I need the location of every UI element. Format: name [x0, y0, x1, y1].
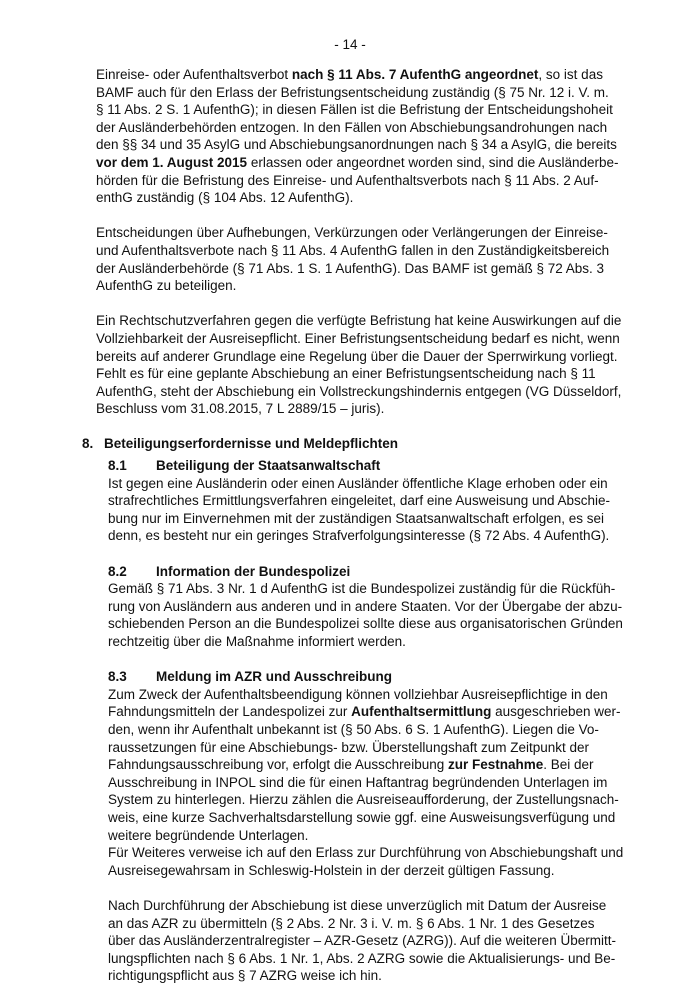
section-number: 8. [82, 436, 94, 452]
subsection-8-1 [108, 457, 648, 545]
subsection-8-2 [108, 563, 648, 651]
text: Fahndungsmitteln der Landespolizei zur [108, 704, 352, 720]
subsection-title: Information der Bundespolizei [156, 563, 351, 579]
paragraph-aufhebungen [96, 224, 648, 294]
text-line: raussetzungen für eine Abschiebungs- bzw. Überstellungshaft zum Zeitpunkt der [108, 739, 590, 755]
text-line: Beschluss vom 31.08.2015, 7 L 2889/15 – juris). [96, 401, 385, 417]
page-number: - 14 - [334, 37, 366, 52]
text-line: weis, eine kurze Sachverhaltsdarstellung sowie ggf. eine Ausweisungsverfügung und [108, 809, 616, 825]
text-line: System zu hinterlegen. Hierzu zählen die Ausreiseaufforderung, der Zustellungsnach- [108, 792, 619, 808]
text-line: Ist gegen eine Ausländerin oder einen Ausländer öffentliche Klage erhoben oder ein [108, 475, 608, 491]
section-heading-8 [82, 435, 648, 453]
text-line: richtigungspflicht aus § 7 AZRG weise ich hin. [108, 968, 382, 984]
bold-text: zur Festnahme [447, 757, 544, 773]
text: erlassen oder angeordnet worden sind, sind die Ausländerbe- [247, 154, 619, 170]
text-line: Ein Rechtschutzverfahren gegen die verfügte Befristung hat keine Auswirkungen auf die [96, 313, 622, 329]
text-line: AufenthG, steht der Abschiebung ein Vollstreckungshindernis entgegen (VG Düsseldorf, [96, 383, 622, 399]
paragraph-befristung-bamf [96, 66, 648, 207]
section-title: Beteiligungserfordernisse und Meldepflichten [104, 436, 399, 452]
text-line: den §§ 34 und 35 AsylG und Abschiebungsanordnungen nach § 34 a AsylG, die bereits [96, 137, 617, 153]
text-line: Für Weiteres verweise ich auf den Erlass zur Durchführung von Abschiebungshaft und [108, 845, 624, 861]
text-line: Ausschreibung in INPOL sind die für einen Haftantrag begründenden Unterlagen im [108, 774, 608, 790]
subsection-number: 8.1 [108, 458, 127, 474]
text: Einreise- oder Aufenthaltsverbot [96, 67, 292, 82]
text: Fahndungsausschreibung vor, erfolgt die Ausschreibung [108, 757, 448, 773]
subsection-number: 8.2 [108, 563, 127, 579]
text-line: bung nur im Einvernehmen mit der zuständigen Staatsanwaltschaft erfolgen, es sei [108, 510, 605, 526]
text-line: Nach Durchführung der Abschiebung ist diese unverzüglich mit Datum der Ausreise [108, 897, 607, 913]
bold-text: nach § 11 Abs. 7 AufenthG angeordnet [291, 67, 539, 82]
text-line: § 11 Abs. 2 S. 1 AufenthG); in diesen Fällen ist die Befristung der Entscheidungshoheit [96, 102, 613, 118]
text-line: strafrechtliches Ermittlungsverfahren eingeleitet, darf eine Ausweisung und Abschie- [108, 493, 611, 509]
subsection-number: 8.3 [108, 669, 127, 685]
bold-text: vor dem 1. August 2015 [96, 154, 248, 170]
text-line: denn, es besteht nur ein geringes Strafverfolgungsinteresse (§ 72 Abs. 4 AufenthG). [108, 528, 610, 544]
text-line: rechtzeitig über die Maßnahme informiert werden. [108, 634, 406, 649]
text: ausgeschrieben wer- [491, 704, 621, 720]
paragraph-rechtschutz [96, 312, 648, 418]
text-line: Zum Zweck der Aufenthaltsbeendigung können vollziehbar Ausreisepflichtige in den [108, 686, 608, 702]
text-line: den, wenn ihr Aufenthalt unbekannt ist (§ 50 Abs. 6 S. 1 AufenthG). Liegen die Vo- [108, 721, 599, 737]
document-body [82, 66, 648, 985]
text-line: bereits auf anderer Grundlage eine Regelung über die Dauer der Sperrwirkung vorliegt. [96, 348, 618, 364]
text-line: über das Ausländerzentralregister – AZR-Gesetz (AZRG)). Auf die weiteren Übermitt- [108, 933, 616, 949]
text-line: rung von Ausländern aus anderen und in andere Staaten. Vor der Übergabe der abzu- [108, 598, 623, 614]
text-line: der Ausländerbehörden entzogen. In den Fällen von Abschiebungsandrohungen nach [96, 119, 608, 135]
text-line: Gemäß § 71 Abs. 3 Nr. 1 d AufenthG ist die Bundespolizei zuständig für die Rückfüh- [108, 581, 616, 597]
text-line: Vollziehbarkeit der Ausreisepflicht. Einer Befristungsentscheidung bedarf es nicht, wenn [96, 330, 620, 346]
text: , so ist das [538, 67, 603, 82]
text-line: enthG zuständig (§ 104 Abs. 12 AufenthG). [96, 190, 354, 206]
text-line: lungspflichten nach § 6 Abs. 1 Nr. 1, Abs. 2 AZRG sowie die Aktualisierungs- und Be- [108, 950, 616, 966]
text-line: weitere begründende Unterlagen. [108, 827, 309, 843]
subsection-title: Beteiligung der Staatsanwaltschaft [156, 458, 381, 474]
text-line: hörden für die Befristung des Einreise- und Aufenthaltsverbots nach § 11 Abs. 2 Auf- [96, 172, 599, 188]
text-line: Ausreisegewahrsam in Schleswig-Holstein in der derzeit gültigen Fassung. [108, 862, 555, 878]
text-line: BAMF auch für den Erlass der Befristungsentscheidung zuständig (§ 75 Nr. 12 i. V. m. [96, 84, 609, 100]
bold-text: Aufenthaltsermittlung [351, 704, 492, 720]
text-line: Entscheidungen über Aufhebungen, Verkürzungen oder Verlängerungen der Einreise- [96, 225, 608, 241]
text-line: Fehlt es für eine geplante Abschiebung an einer Befristungsentscheidung nach § 11 [96, 366, 596, 382]
text-line: der Ausländerbehörde (§ 71 Abs. 1 S. 1 AufenthG). Das BAMF ist gemäß § 72 Abs. 3 [96, 260, 605, 276]
text-line: an das AZR zu übermitteln (§ 2 Abs. 2 Nr. 3 i. V. m. § 6 Abs. 1 Nr. 1 des Gesetzes [108, 915, 595, 931]
text-line: und Aufenthaltsverbote nach § 11 Abs. 4 AufenthG fallen in den Zuständigkeitsbereich [96, 242, 610, 258]
text: . Bei der [543, 757, 594, 773]
subsection-title: Meldung im AZR und Ausschreibung [156, 669, 392, 685]
subsection-8-3 [108, 668, 648, 985]
text-line: AufenthG zu beteiligen. [96, 278, 237, 294]
text-line: schiebenden Person an die Bundespolizei sollte diese aus organisatorischen Gründen [108, 616, 623, 632]
